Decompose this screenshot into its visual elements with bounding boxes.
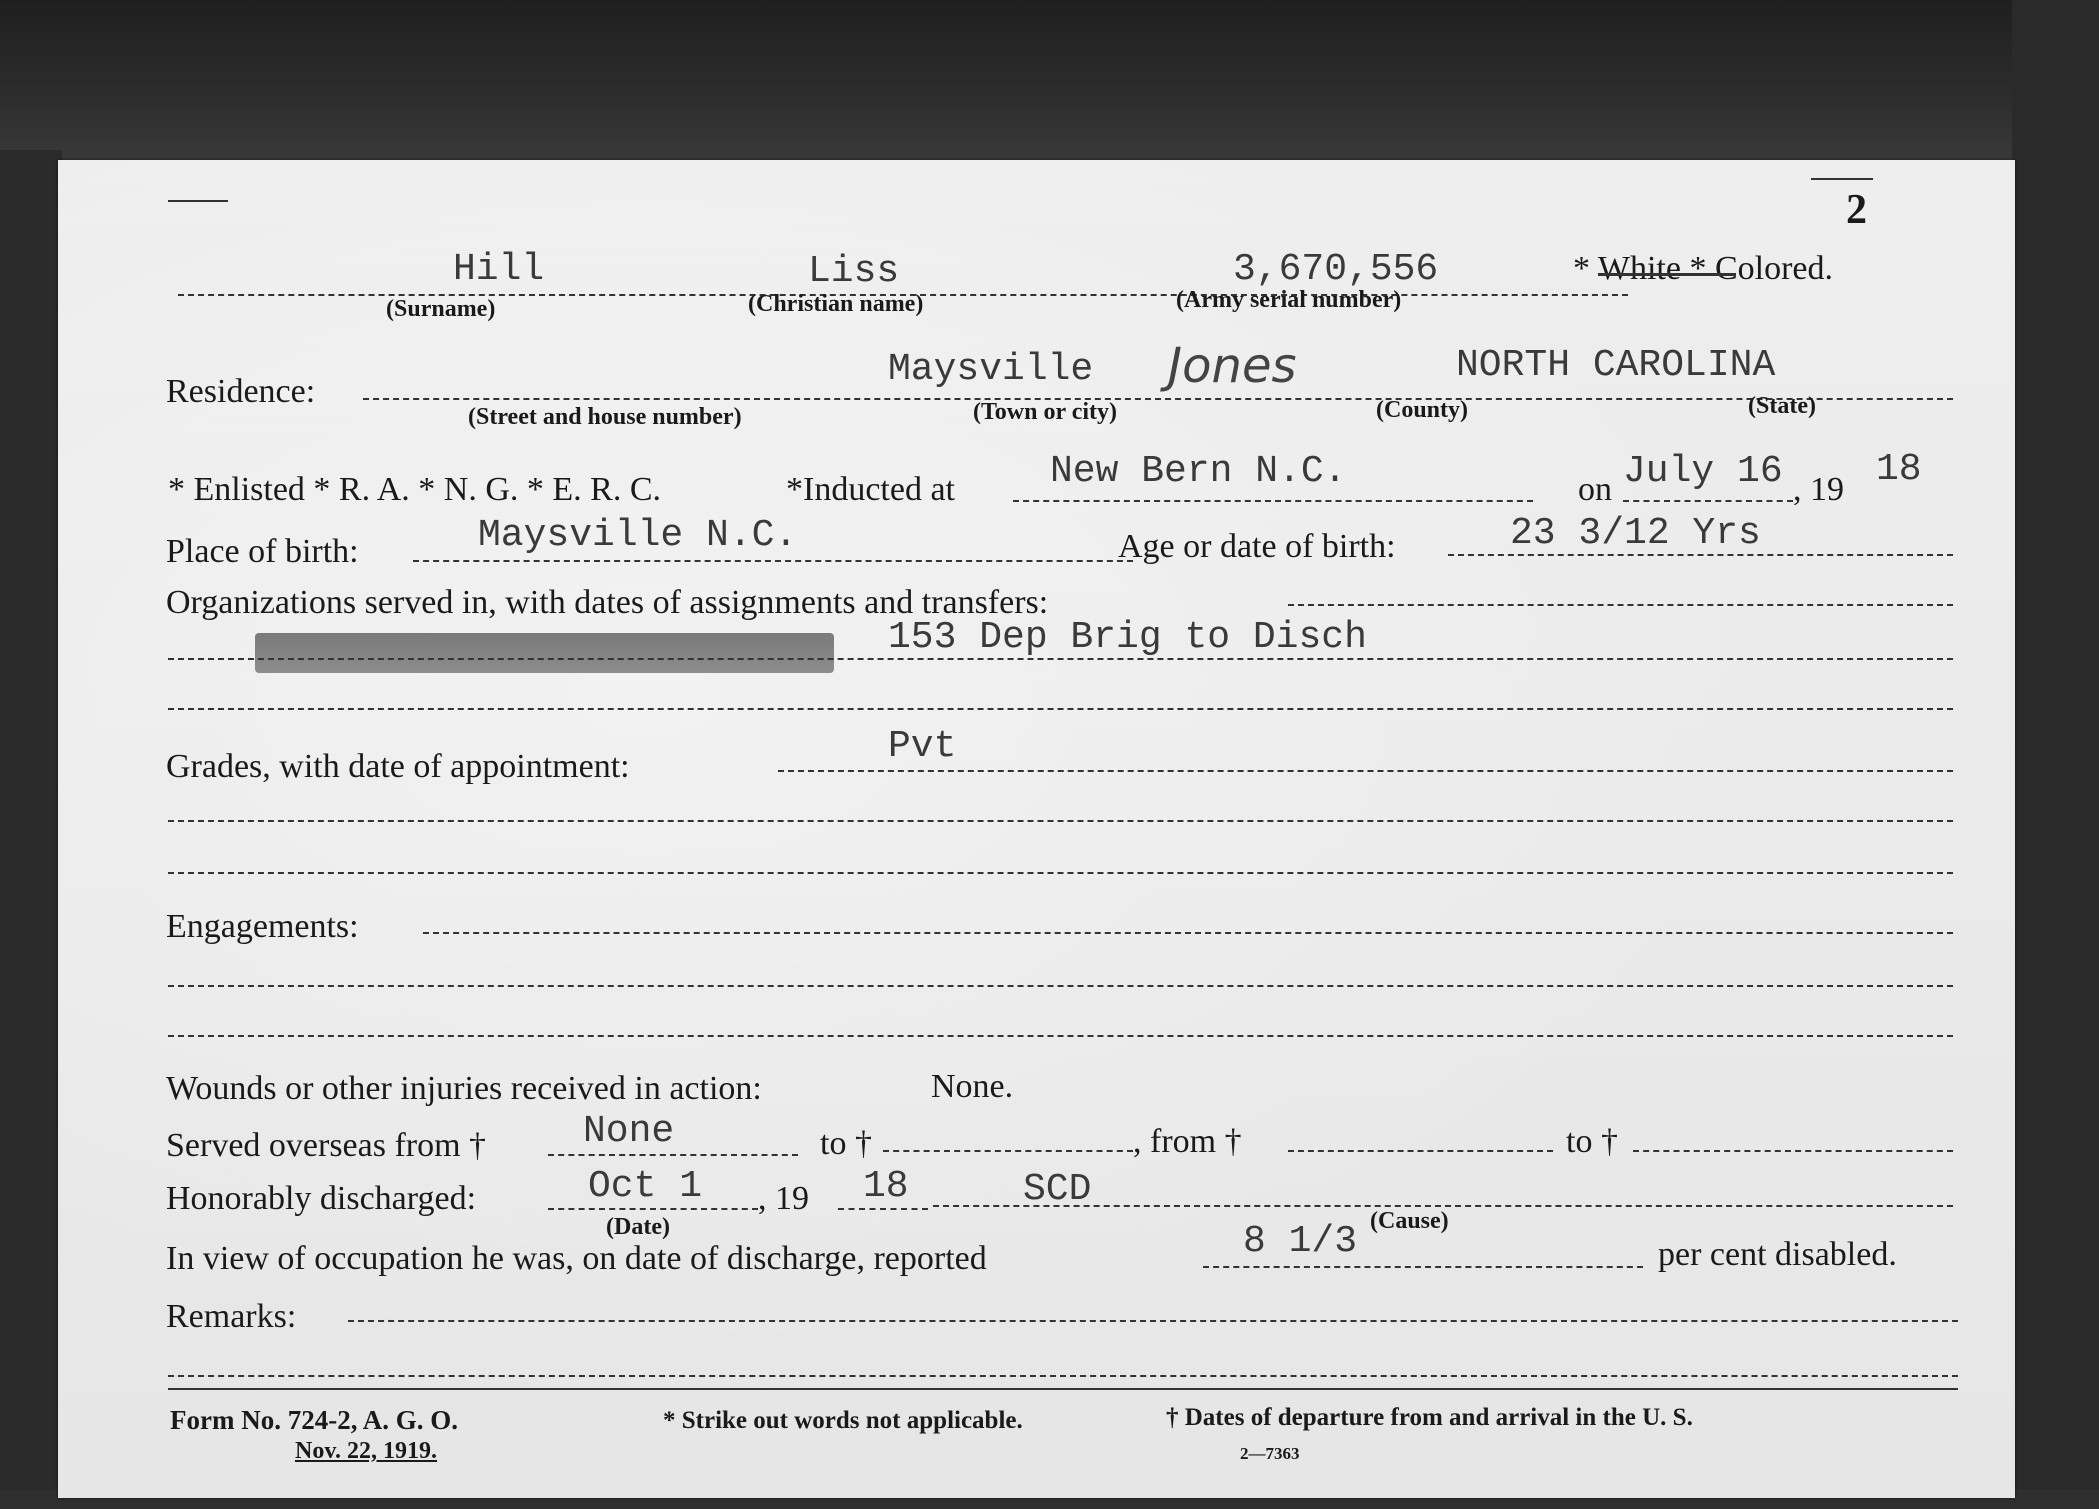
organizations-line-1 xyxy=(1288,604,1953,606)
induction-year-prefix: , 19 xyxy=(1793,471,1844,508)
disability-label: In view of occupation he was, on date of discharge, reported xyxy=(166,1240,987,1277)
dates-note: † Dates of departure from and arrival in the U. S. xyxy=(1166,1404,1693,1431)
surname-caption: (Surname) xyxy=(386,296,496,322)
disability-suffix: per cent disabled. xyxy=(1658,1236,1897,1273)
grades-line-1 xyxy=(778,770,1953,772)
on-label: on xyxy=(1578,471,1612,508)
town-caption: (Town or city) xyxy=(973,399,1117,425)
overseas-to2-line xyxy=(1633,1150,1953,1152)
discharge-date-line xyxy=(548,1208,758,1210)
form-number: Form No. 724-2, A. G. O. xyxy=(170,1405,458,1435)
served-overseas-label: Served overseas from † xyxy=(166,1127,487,1164)
discharge-cause-value: SCD xyxy=(1023,1168,1092,1211)
overseas-from2-line xyxy=(1288,1150,1553,1152)
age-value: 23 3/12 Yrs xyxy=(1510,512,1761,555)
engagements-line-3 xyxy=(168,1035,1953,1037)
organizations-label: Organizations served in, with dates of assignments and transfers: xyxy=(166,584,1049,621)
race-options: * White * Colored. xyxy=(1573,250,1833,287)
induction-place-value: New Bern N.C. xyxy=(1050,450,1347,493)
grades-label: Grades, with date of appointment: xyxy=(166,748,630,785)
scanner-background-top xyxy=(0,0,2099,165)
residence-town-value: Maysville xyxy=(888,348,1094,391)
overseas-from-line xyxy=(548,1154,798,1156)
remarks-label: Remarks: xyxy=(166,1298,297,1335)
grades-line-3 xyxy=(168,872,1953,874)
overseas-to-label: to † xyxy=(820,1125,872,1162)
place-of-birth-label: Place of birth: xyxy=(166,533,359,570)
christian-name-value: Liss xyxy=(808,250,900,293)
residence-line xyxy=(363,398,1953,400)
discharge-year-prefix: , 19 xyxy=(758,1180,809,1217)
place-of-birth-value: Maysville N.C. xyxy=(478,514,798,557)
overseas-to2-label: to † xyxy=(1566,1123,1618,1160)
organizations-value: 153 Dep Brig to Disch xyxy=(888,616,1367,659)
disability-value: 8 1/3 xyxy=(1243,1220,1358,1263)
state-caption: (State) xyxy=(1748,393,1816,419)
overseas-to-line xyxy=(883,1150,1133,1152)
scanner-background-right xyxy=(2012,0,2099,1509)
residence-label: Residence: xyxy=(166,373,316,410)
overseas-from2-label: , from † xyxy=(1133,1123,1242,1160)
induction-date-line xyxy=(1623,500,1793,502)
discharge-date-value: Oct 1 xyxy=(588,1165,703,1208)
engagements-line-1 xyxy=(423,932,1953,934)
street-caption: (Street and house number) xyxy=(468,404,742,430)
induction-year-value: 18 xyxy=(1876,448,1922,491)
card-number: 2 xyxy=(1846,187,1867,233)
wounds-label: Wounds or other injuries received in action: xyxy=(166,1070,762,1107)
disability-line xyxy=(1203,1266,1643,1268)
serial-number-value: 3,670,556 xyxy=(1233,248,1439,291)
enlistment-type-options: * Enlisted * R. A. * N. G. * E. R. C. xyxy=(168,471,662,508)
discharge-date-caption: (Date) xyxy=(606,1214,670,1240)
discharge-cause-caption: (Cause) xyxy=(1370,1208,1449,1234)
place-of-birth-line xyxy=(413,560,1133,562)
discharge-year-value: 18 xyxy=(863,1165,909,1208)
top-right-rule xyxy=(1811,178,1873,180)
grades-value: Pvt xyxy=(888,725,957,768)
scanner-background-left xyxy=(0,150,62,1509)
enlisted-redaction-box xyxy=(255,633,834,673)
footer-rule xyxy=(168,1388,1958,1390)
strike-out-note: * Strike out words not applicable. xyxy=(663,1407,1023,1434)
wounds-value: None. xyxy=(931,1068,1014,1105)
induction-place-line xyxy=(1013,500,1533,502)
top-left-rule xyxy=(168,200,228,202)
discharge-year-line xyxy=(838,1208,928,1210)
engagements-line-2 xyxy=(168,985,1953,987)
form-date: Nov. 22, 1919. xyxy=(295,1438,438,1464)
induction-date-value: July 16 xyxy=(1623,450,1783,493)
age-label: Age or date of birth: xyxy=(1118,528,1396,565)
christian-name-caption: (Christian name) xyxy=(748,291,924,317)
residence-county-value: Jones xyxy=(1168,338,1297,394)
white-strike xyxy=(1598,273,1736,276)
surname-value: Hill xyxy=(453,248,545,291)
honorably-discharged-label: Honorably discharged: xyxy=(166,1180,477,1217)
service-record-card xyxy=(58,160,2015,1498)
county-caption: (County) xyxy=(1376,397,1469,423)
overseas-from-value: None xyxy=(583,1110,675,1153)
residence-state-value: NORTH CAROLINA xyxy=(1456,344,1776,387)
remarks-line-2 xyxy=(168,1375,1958,1377)
inducted-at-label: *Inducted at xyxy=(786,471,955,508)
remarks-line-1 xyxy=(348,1320,1958,1322)
organizations-line-3 xyxy=(168,708,1953,710)
engagements-label: Engagements: xyxy=(166,908,359,945)
print-code: 2—7363 xyxy=(1240,1444,1300,1463)
serial-caption: (Army serial number) xyxy=(1176,287,1402,313)
grades-line-2 xyxy=(168,820,1953,822)
